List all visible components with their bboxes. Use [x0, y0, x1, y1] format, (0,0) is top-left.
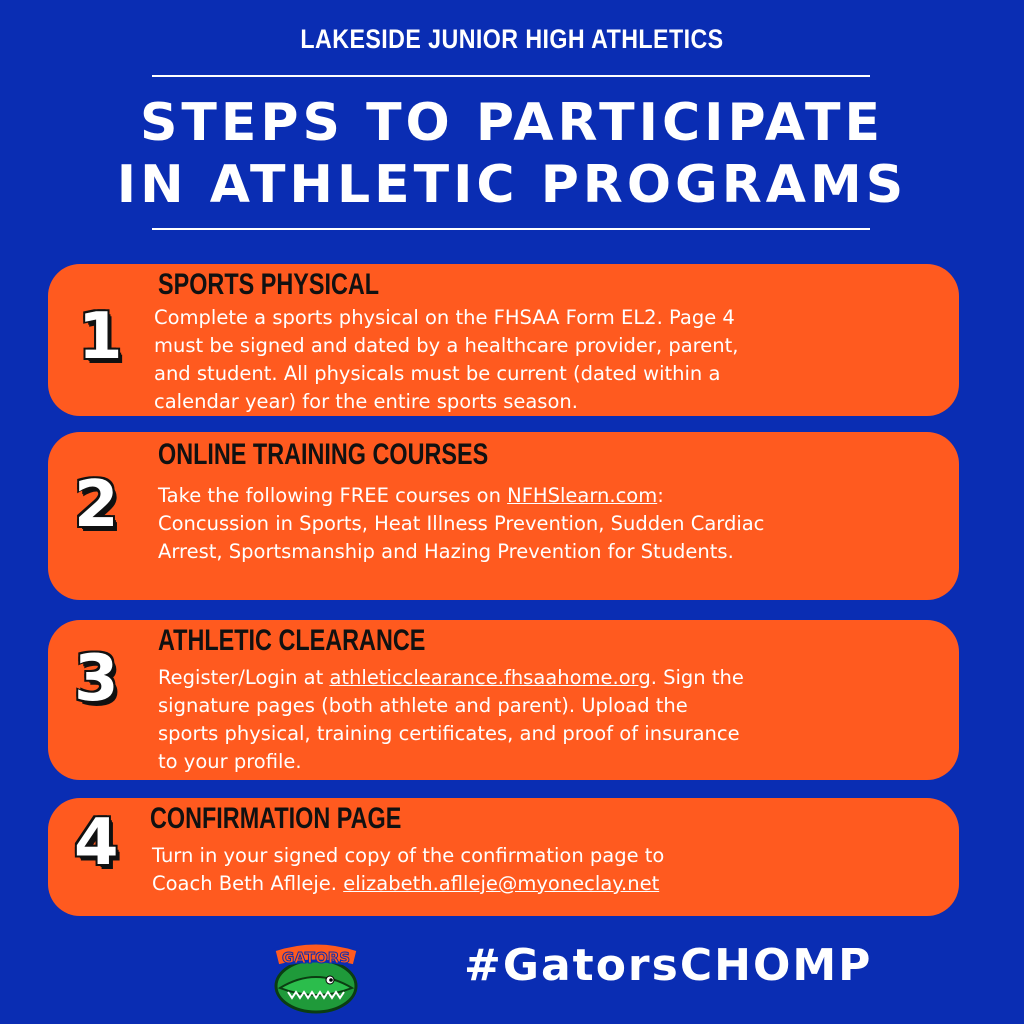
bottom-divider	[152, 228, 870, 230]
hashtag: #GatorsCHOMP	[464, 940, 873, 991]
top-divider	[152, 75, 870, 77]
step-2-line-1-text: Take the following FREE courses on	[158, 484, 508, 507]
step-2-line-1	[158, 482, 764, 510]
step-2-heading: ONLINE TRAINING COURSES	[158, 438, 489, 471]
step-1-number: 1	[78, 300, 123, 374]
step-2-card	[48, 432, 959, 600]
step-4-number: 4	[74, 806, 119, 880]
step-1-line-4: calendar year) for the entire sports season.	[154, 390, 578, 413]
step-2-line-1-colon: :	[657, 484, 664, 507]
step-1-text	[154, 304, 738, 416]
title-line-1: STEPS TO PARTICIPATE	[139, 93, 885, 153]
logo-text: GATORS	[281, 949, 351, 967]
step-3-line-4: to your profile.	[158, 750, 302, 773]
step-4-card	[48, 798, 959, 916]
step-3-line-1-text: Register/Login at	[158, 666, 330, 689]
title-line-2: IN ATHLETIC PROGRAMS	[116, 155, 908, 215]
step-2-number: 2	[74, 468, 119, 542]
step-1-heading: SPORTS PHYSICAL	[158, 268, 380, 301]
step-3-text	[158, 664, 744, 776]
step-3-line-2: signature pages (both athlete and parent). Upload the	[158, 694, 688, 717]
step-2-line-2: Concussion in Sports, Heat Illness Prevention, Sudden Cardiac	[158, 512, 765, 535]
step-3-number: 3	[74, 642, 119, 716]
step-2-text	[158, 482, 764, 566]
step-2-line-3: Arrest, Sportsmanship and Hazing Prevention for Students.	[158, 540, 734, 563]
step-3-heading: ATHLETIC CLEARANCE	[158, 624, 426, 657]
step-1-card	[48, 264, 959, 416]
step-3-line-1	[158, 664, 744, 692]
athletic-clearance-link[interactable]: athleticclearance.fhsaahome.org	[329, 666, 651, 689]
gators-logo	[270, 936, 362, 1016]
step-4-text	[152, 842, 664, 898]
step-4-line-2	[152, 870, 664, 898]
page-title	[0, 92, 1024, 216]
step-4-line-2-text: Coach Beth Aflleje.	[152, 872, 344, 895]
step-3-card	[48, 620, 959, 780]
step-4-line-1: Turn in your signed copy of the confirmation page to	[152, 844, 665, 867]
email-link[interactable]: elizabeth.aflleje@myoneclay.net	[343, 872, 660, 895]
school-name: LAKESIDE JUNIOR HIGH ATHLETICS	[300, 24, 724, 54]
nfhslearn-link[interactable]: NFHSlearn.com	[507, 484, 658, 507]
step-1-line-3: and student. All physicals must be current (dated within a	[154, 362, 721, 385]
step-1-line-2: must be signed and dated by a healthcare provider, parent,	[154, 334, 739, 357]
step-1-line-1: Complete a sports physical on the FHSAA Form EL2. Page 4	[154, 306, 735, 329]
step-3-line-1-end: . Sign the	[650, 666, 744, 689]
step-3-line-3: sports physical, training certificates, and proof of insurance	[158, 722, 740, 745]
step-4-heading: CONFIRMATION PAGE	[150, 802, 402, 835]
